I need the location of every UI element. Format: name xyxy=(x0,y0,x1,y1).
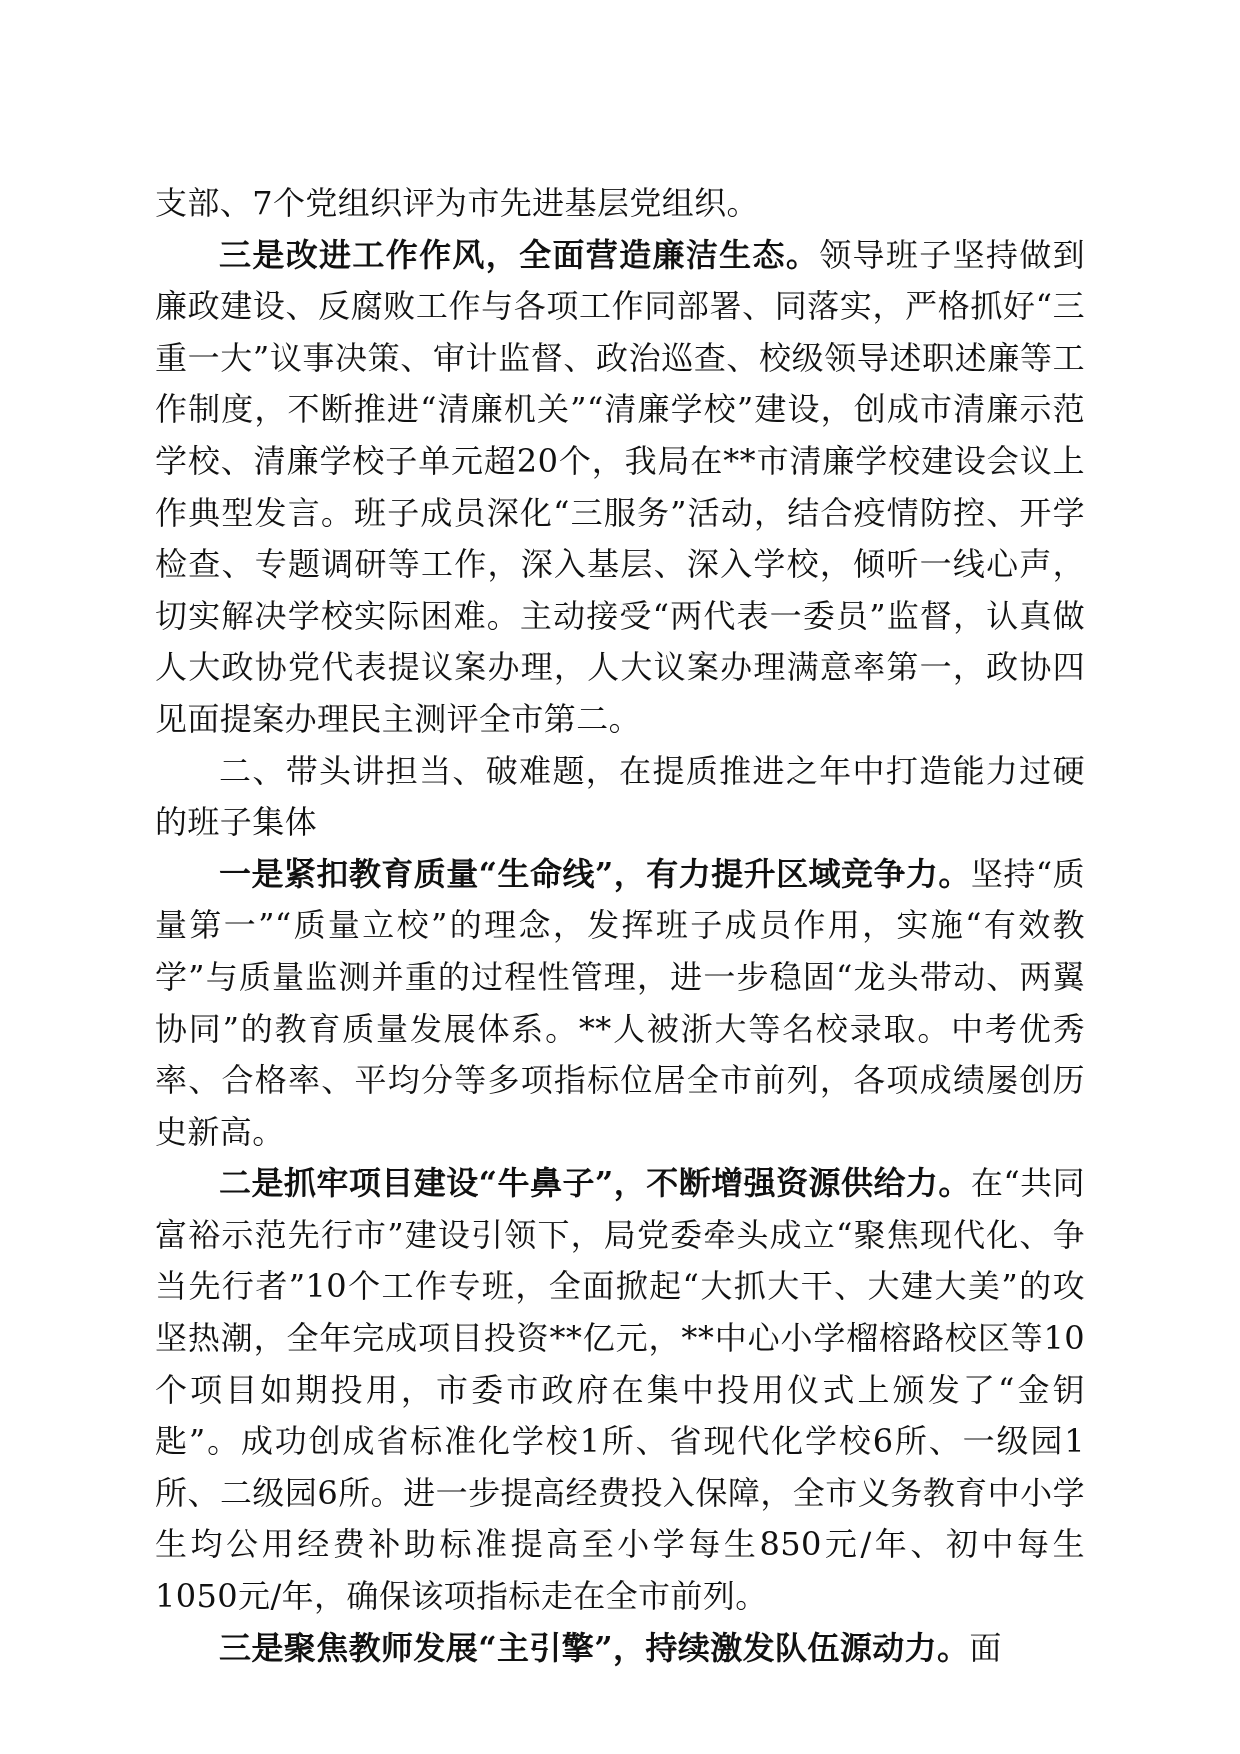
paragraph-quality xyxy=(155,849,1085,1159)
paragraph-lead: 三是改进工作作风，全面营造廉洁生态。 xyxy=(219,235,820,274)
paragraph-lead: 二是抓牢项目建设“牛鼻子”，不断增强资源供给力。 xyxy=(219,1164,971,1203)
paragraph-integrity xyxy=(155,230,1085,746)
paragraph-lead: 三是聚焦教师发展“主引擎”，持续激发队伍源动力。 xyxy=(219,1628,970,1667)
paragraph-continuation xyxy=(155,178,1085,230)
paragraph-text: 在“共同富裕示范先行市”建设引领下，局党委牵头成立“聚焦现代化、争当先行者”10个工作专班，全面掀起“大抓大干、大建大美”的攻坚热潮，全年完成项目投资**亿元，**中心小学榴榕路校区等10个项目如期投用，市委市政府在集中投用仪式上颁发了“金钥匙”。成功创成省标准化学校1所、省现代化学校6所、一级园1所、二级园6所。进一步提高经费投入保障，全市义务教育中小学生均公用经费补助标准提高至小学每生850元/年、初中每生1050元/年，确保该项指标走在全市前列。 xyxy=(155,1164,1085,1616)
paragraph-text: 支部、7个党组织评为市先进基层党组织。 xyxy=(155,184,759,222)
document-page xyxy=(155,178,1085,1674)
section-heading xyxy=(155,746,1085,849)
paragraph-text: 坚持“质量第一”“质量立校”的理念，发挥班子成员作用，实施“有效教学”与质量监测并重的过程性管理，进一步稳固“龙头带动、两翼协同”的教育质量发展体系。**人被浙大等名校录取。中考优秀率、合格率、平均分等多项指标位居全市前列，各项成绩屡创历史新高。 xyxy=(155,854,1085,1151)
paragraph-text: 面 xyxy=(969,1628,1002,1667)
paragraph-projects xyxy=(155,1158,1085,1622)
paragraph-teachers xyxy=(155,1623,1085,1675)
paragraph-lead: 一是紧扣教育质量“生命线”，有力提升区域竞争力。 xyxy=(219,854,971,893)
section-heading-text: 二、带头讲担当、破难题，在提质推进之年中打造能力过硬的班子集体 xyxy=(155,751,1085,842)
paragraph-text: 领导班子坚持做到廉政建设、反腐败工作与各项工作同部署、同落实，严格抓好“三重一大”议事决策、审计监督、政治巡查、校级领导述职述廉等工作制度，不断推进“清廉机关”“清廉学校”建设，创成市清廉示范学校、清廉学校子单元超20个，我局在**市清廉学校建设会议上作典型发言。班子成员深化“三服务”活动，结合疫情防控、开学检查、专题调研等工作，深入基层、深入学校，倾听一线心声，切实解决学校实际困难。主动接受“两代表一委员”监督，认真做人大政协党代表提议案办理，人大议案办理满意率第一，政协四见面提案办理民主测评全市第二。 xyxy=(155,235,1086,738)
